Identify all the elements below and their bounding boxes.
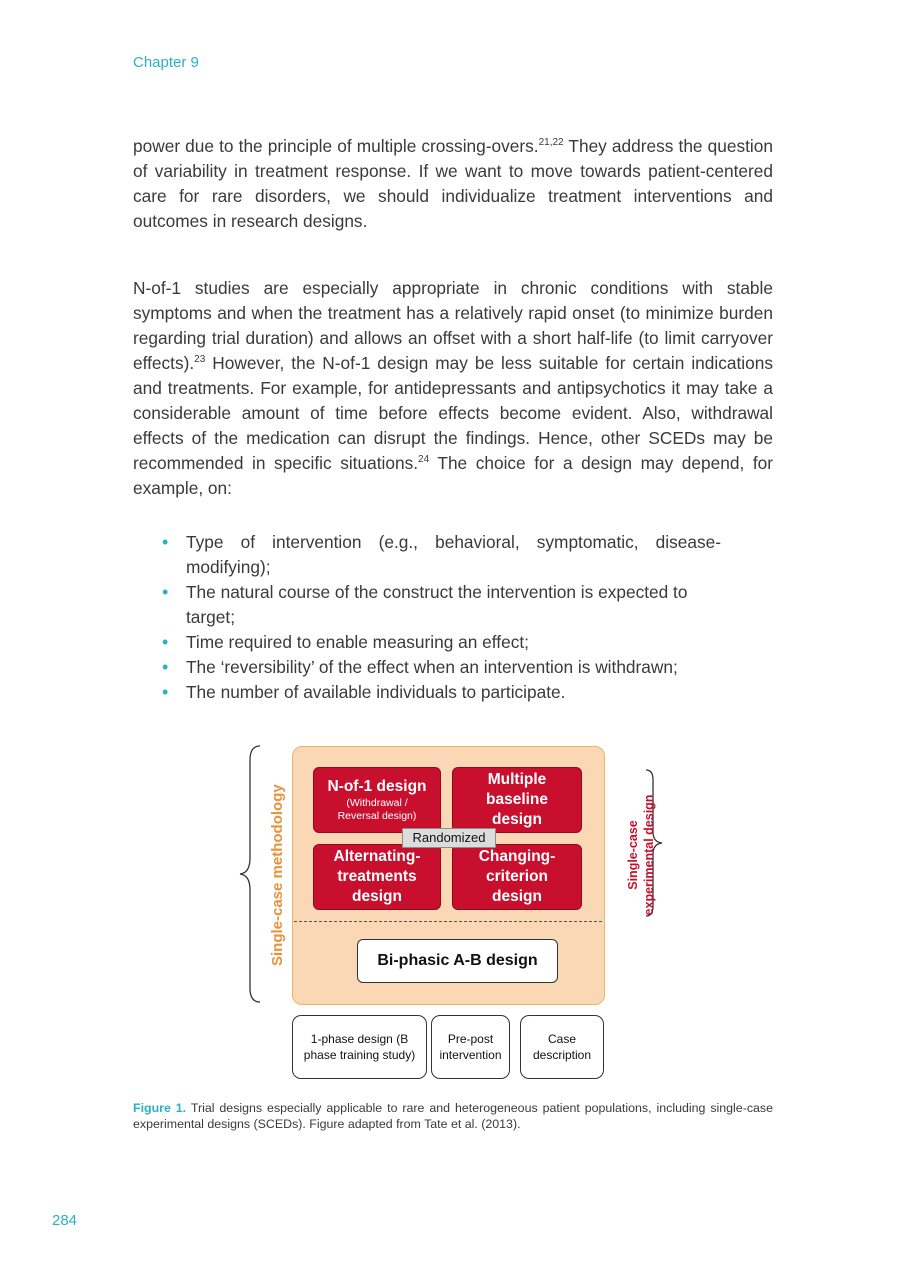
bullet-icon: • (162, 582, 169, 602)
single-case-methodology-label: Single-case methodology (269, 784, 286, 966)
list-item: • The natural course of the construct the intervention is expected to target; (162, 582, 688, 627)
body-paragraph-2 (133, 276, 773, 501)
body-paragraph-1 (133, 134, 773, 234)
reference-superscript[interactable]: 21,22 (538, 137, 564, 149)
bullet-icon: • (162, 632, 169, 652)
list-item: • Time required to enable measuring an effect; (160, 630, 760, 655)
figure-label: Figure 1. (133, 1101, 187, 1115)
left-brace-icon (238, 740, 268, 1010)
bullet-icon: • (162, 657, 169, 677)
pre-post-intervention-box: Pre-post intervention (431, 1015, 510, 1079)
bullet-icon: • (162, 532, 169, 552)
reference-superscript[interactable]: 24 (418, 454, 430, 466)
changing-criterion-design-box: Changing- criterion design (452, 844, 582, 910)
list-item: • The number of available individuals to participate. (160, 680, 760, 705)
randomized-label: Randomized (402, 828, 496, 848)
trial-design-diagram (238, 740, 678, 1085)
para2-text-c: The choice for a design may depend, for example, on: (133, 453, 773, 498)
biphasic-ab-design-box: Bi-phasic A-B design (357, 939, 558, 983)
nof1-design-box: N-of-1 design (Withdrawal / Reversal design) (313, 767, 441, 833)
bullet-icon: • (162, 682, 169, 702)
one-phase-design-box: 1-phase design (B phase training study) (292, 1015, 427, 1079)
para2-text-a: N-of-1 studies are especially appropriate in chronic conditions with stable symptoms and when the treatment has a relatively rapid onset (to minimize burden regarding trial duration) and allows an offset with a short half-life (to limit carryover effects). (133, 278, 773, 373)
multiple-baseline-design-box: Multiple baseline design (452, 767, 582, 833)
dashed-divider (294, 921, 602, 922)
list-item: • Type of intervention (e.g., behavioral, symptomatic, disease-modifying); (162, 532, 721, 577)
design-factor-list (160, 530, 760, 705)
figure-caption (133, 1100, 773, 1132)
caption-text: Trial designs especially applicable to rare and heterogeneous patient populations, including single-case experimental designs (SCEDs). Figure adapted from Tate et al. (2013). (133, 1101, 773, 1131)
para2-text-b: However, the N-of-1 design may be less suitable for certain indications and treatments. For example, for antidepressants and antipsychotics it may take a considerable amount of time before effects become evident. Also, withdrawal effects of the medication can disrupt the findings. Hence, other SCEDs may be recommended in specific situations. (133, 353, 773, 473)
page-number: 284 (52, 1212, 78, 1229)
list-item: • The ‘reversibility’ of the effect when an intervention is withdrawn; (160, 655, 760, 680)
para1-text-a: power due to the principle of multiple crossing-overs. (133, 136, 539, 156)
single-case-experimental-design-label: Single-case experimental design (626, 794, 656, 916)
chapter-header: Chapter 9 (133, 54, 199, 71)
case-description-box: Case description (520, 1015, 604, 1079)
reference-superscript[interactable]: 23 (194, 354, 206, 366)
alternating-treatments-design-box: Alternating- treatments design (313, 844, 441, 910)
para1-text-b: They address the question of variability in treatment response. If we want to move towards patient-centered care for rare disorders, we should individualize treatment interventions and outcomes in research designs. (133, 136, 773, 231)
